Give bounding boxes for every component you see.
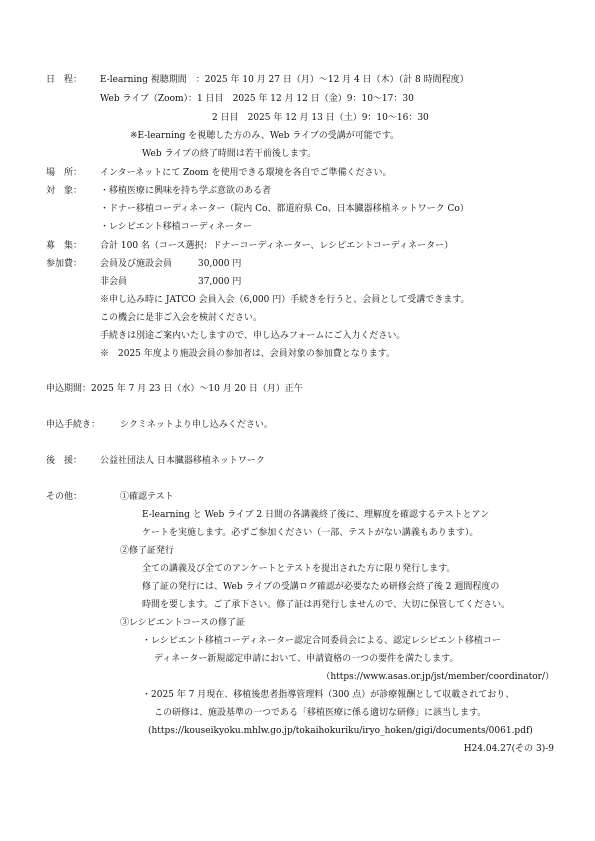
schedule-note-2: Web ライブの終了時間は若干前後します。 <box>142 149 317 159</box>
fee-member-price: 30,000 円 <box>198 259 242 269</box>
recruit-text: 合計 100 名（コース選択：ドナーコーディネーター、レシピエントコーディネーター） <box>100 241 454 251</box>
other-s2-line: 修了証の発行には、Web ライブの受講ログ確認が必要なため研修会終了後 2 週間程度の <box>142 582 500 592</box>
fee-nonmember-label: 非会員 <box>100 277 128 287</box>
other-s3-bullet-line: ディネーター新規認定申請において、申請資格の一つの要件を満たします。 <box>154 654 459 664</box>
other-s2-line: 全ての講義及び全てのアンケートとテストを提出された方に限り発行します。 <box>142 564 456 574</box>
fee-note-1: ※申し込み時に JATCO 会員入会（6,000 円）手続きを行うと、会員として受講できます。 <box>100 295 470 305</box>
other-label: その他： <box>46 492 83 502</box>
other-s3-bullet-line: ・レシピエント移植コーディネーター認定合同委員会による、認定レシピエント移植コー <box>142 636 501 646</box>
support-text: 公益社団法人 日本臓器移植ネットワーク <box>100 456 265 466</box>
venue-text: インターネットにて Zoom を使用できる環境を各自でご準備ください。 <box>100 168 392 178</box>
coordinator-url: （https://www.asas.or.jp/jst/member/coordinator/） <box>321 672 554 682</box>
target-item: ・ドナー移植コーディネーター（院内 Co、都道府県 Co、日本臓器移植ネットワーク Co） <box>100 204 469 214</box>
procedure-text: シクミネットより申し込みください。 <box>120 420 273 430</box>
other-s1-title: ①確認テスト <box>120 492 174 502</box>
schedule-web-day1: Web ライブ（Zoom）：1 日目 2025 年 12 月 12 日（金）9：10〜17：30 <box>100 94 414 104</box>
mhlw-url: (https://kouseikyoku.mhlw.go.jp/tokaihokuriku/iryo_hoken/gigi/documents/0061.pdf) <box>148 726 533 736</box>
venue-label: 場 所： <box>46 168 83 178</box>
schedule-elearning: E-learning 視聴期間 ：2025 年 10 月 27 日（月）〜12 月 4 日（木）（計 8 時間程度） <box>100 75 469 85</box>
fee-note-3: 手続きは別途ご案内いたしますので、申し込みフォームにご入力ください。 <box>100 331 406 341</box>
other-s3-bullet-line: この研修は、施設基準の一つである「移植医療に係る適切な研修」に該当します。 <box>154 708 487 718</box>
application-period: 申込期間：2025 年 7 月 23 日（水）〜10 月 20 日（月）正午 <box>46 384 303 394</box>
fee-note-2: この機会に是非ご入会を検討ください。 <box>100 313 263 323</box>
fee-nonmember-price: 37,000 円 <box>198 277 242 287</box>
procedure-label: 申込手続き： <box>46 420 101 430</box>
fee-member-label: 会員及び施設会員 <box>100 259 173 269</box>
recruit-label: 募 集： <box>46 241 83 251</box>
other-s1-line: E-learning と Web ライブ 2 日間の各講義終了後に、理解度を確認するテストとアン <box>142 510 490 520</box>
support-label: 後 援： <box>46 456 83 466</box>
schedule-label: 日 程： <box>46 75 83 85</box>
document-reference: H24.04.27(その 3)-9 <box>463 744 554 754</box>
target-label: 対 象： <box>46 186 83 196</box>
target-item: ・レシピエント移植コーディネーター <box>100 222 253 232</box>
fee-note-4: ※ 2025 年度より施設会員の参加者は、会員対象の参加費となります。 <box>100 349 396 359</box>
other-s3-title: ③レシピエントコースの修了証 <box>120 618 245 628</box>
target-item: ・移植医療に興味を持ち学ぶ意欲のある者 <box>100 186 272 196</box>
other-s3-bullet-line: ・2025 年 7 月現在、移植後患者指導管理料（300 点）が診療報酬として収載されており、 <box>142 690 515 700</box>
schedule-web-day2: 2 日目 2025 年 12 月 13 日（土）9：10〜16：30 <box>212 113 429 123</box>
schedule-note-1: ※E-learning を視聴した方のみ、Web ライブの受講が可能です。 <box>130 131 400 141</box>
other-s2-line: 時間を要します。ご了承下さい。修了証は再発行しませんので、大切に保管してください。 <box>142 600 511 610</box>
other-s1-line: ケートを実施します。必ずご参加ください（一部、テストがない講義もあります）。 <box>142 528 479 538</box>
fee-label: 参加費： <box>46 259 83 269</box>
other-s2-title: ②修了証発行 <box>120 546 175 556</box>
